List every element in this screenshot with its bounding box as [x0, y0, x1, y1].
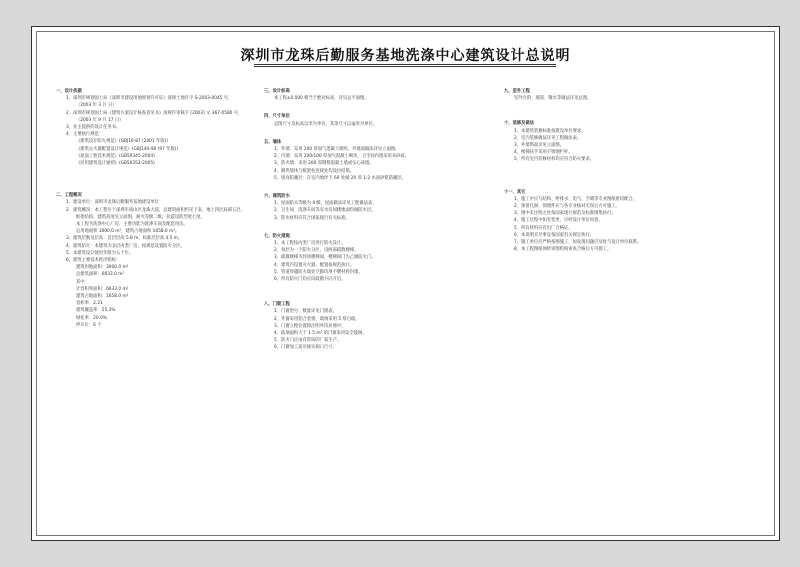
note-line: 6、建筑主要技术经济指标： — [66, 258, 121, 264]
note-line: 1、本建筑装修标准按建设单位要求。 — [514, 128, 586, 134]
note-line: （2003 年 9 月 17 日） — [76, 117, 124, 123]
note-line: 4、主要执行规范： — [66, 132, 104, 138]
note-line: （2003 年 3 月 日） — [76, 103, 117, 109]
note-line: 室外台阶、坡道、散水等做法详见总图。 — [514, 96, 592, 102]
note-line: 总建筑面积：6633.0 m² — [76, 272, 125, 278]
note-line: 3、外墙饰面详见立面图。 — [514, 143, 564, 149]
section-heading: 三、设计标高 — [264, 89, 290, 94]
note-line: 1、门窗型号、数量详见门窗表。 — [274, 309, 337, 315]
note-line: 总用地面积 3000.0 m²，建筑占地面积 1658.0 m²。 — [76, 229, 180, 235]
note-line: 5、本建筑设计使用年限为五十年。 — [66, 250, 134, 256]
note-line: 2、深圳市规划国土局《建筑方案设计核查意见书》深规许审核字 [2003] 文 367-0580 号， — [66, 110, 243, 116]
note-line: 3、门窗立樘位置除注明外均居墙中。 — [274, 323, 346, 329]
note-line: 4、建筑内设置灭火器，配置按规范执行。 — [274, 262, 355, 268]
note-line: 5、所有室内装修材料均应符合防火要求。 — [514, 157, 595, 163]
note-line: 5、墙身防潮层：在室内地坪下 60 处做 20 厚 1:2 水泥砂浆防潮层。 — [274, 175, 406, 181]
note-line: 《建筑设计防火规范》(GBJ16-87 (2001 年版)) — [76, 139, 168, 145]
spacer — [504, 164, 744, 171]
section-heading: 五、墙体 — [264, 139, 282, 145]
note-line: 2、每层为一个防火分区，设两部疏散楼梯。 — [274, 248, 359, 254]
note-line: 5、所有材料应有出厂合格证。 — [514, 225, 573, 231]
note-line: 4、建筑防火：本建筑为多层丙类厂房，按规范设置防火分区。 — [66, 243, 185, 249]
note-line: 4、楼梯扶手采用不锈钢栏杆。 — [514, 150, 573, 156]
spacer — [264, 283, 504, 290]
section-heading: 十一、其它 — [504, 189, 526, 195]
note-line: 其中： — [76, 279, 89, 285]
spacer — [504, 178, 744, 185]
note-line: 建筑占地面积：1658.0 m² — [76, 294, 129, 300]
note-line: 建筑覆盖率：55.3% — [76, 308, 116, 314]
section-heading: 四、尺寸单位 — [264, 114, 290, 120]
note-line: 4、砌块墙体与框架柱连接处均设拉结筋。 — [274, 168, 355, 174]
note-line: 5、管道穿越防火墙处空隙均用不燃材料封堵。 — [274, 269, 363, 275]
note-line: 4、施工过程中如有变更，应经设计单位同意。 — [514, 218, 603, 224]
note-line: 6、本说明未尽事宜按国家有关规定执行。 — [514, 232, 595, 238]
note-line: 8、本工程图纸须经审图机构审查合格后方可施工。 — [514, 247, 612, 253]
note-line: 3、建筑层数及层高：首层层高 5.8 m，标准层层高 4.5 m。 — [66, 236, 183, 242]
spacer — [264, 182, 504, 189]
note-line: 3、防火墙：采用 200 厚钢筋混凝土墙或实心砖墙。 — [274, 161, 374, 167]
spacer — [504, 102, 744, 109]
note-line: 1、本工程按丙类厂房进行防火设计。 — [274, 241, 346, 247]
title-underline — [254, 64, 556, 65]
note-line: 计容积率面积：6633.0 m² — [76, 286, 129, 292]
note-line: 本工程为洗涤中心厂房，主要功能为洗涤车间及配套用房。 — [76, 222, 188, 228]
note-line: 2、内墙：采用 200/100 厚加气混凝土砌块，卫生间内墙采用灰砂砖。 — [274, 154, 410, 160]
note-line: 框架结构，建筑高度见立面图，耐火等级二级，抗震设防烈度七度。 — [76, 214, 205, 220]
note-line: 3、防水材料应符合国家现行有关标准。 — [274, 215, 350, 221]
note-line: 1、外墙：采用 200 厚加气混凝土砌块，外墙面做法详见立面图。 — [274, 147, 400, 153]
note-line: 2、卫生间、洗涤车间等有水房间楼地面均做防水层。 — [274, 208, 376, 214]
spacer — [264, 102, 504, 109]
note-line: 3、图中未注明之处按国家现行规范及标准图集执行。 — [514, 211, 616, 217]
note-line: 容积率：2.21 — [76, 301, 103, 307]
spacer — [264, 128, 504, 135]
note-line: 3、业主提供的设计任务书。 — [66, 125, 121, 131]
section-heading: 六、建筑防水 — [264, 194, 290, 200]
note-line: 本工程±0.000 相当于绝对标高，详见总平面图。 — [274, 96, 369, 102]
note-line: 1、建设单位：深圳市龙珠后勤服务基地建设单位 — [66, 200, 159, 206]
section-heading: 十、装修及做法 — [504, 121, 535, 127]
drawing-title: 深圳市龙珠后勤服务基地洗涤中心建筑设计总说明 — [240, 48, 571, 64]
note-line: 2、外窗采用铝合金窗，玻璃采用 5 厚白玻。 — [274, 316, 360, 322]
section-heading: 二、工程概况 — [56, 193, 82, 199]
note-line: 6、所有防火门均应向疏散方向开启。 — [274, 277, 346, 283]
note-line: 7、施工单位应严格按图施工，如发现问题应及时与设计单位联系。 — [514, 240, 642, 246]
spacer — [264, 290, 504, 297]
title-underline-2 — [254, 66, 556, 67]
note-line: 《屋面工程技术规范》(GB50345-2004) — [76, 153, 155, 159]
note-line: 1、施工中应与结构、给排水、电气、空调等专业图纸密切配合。 — [514, 196, 638, 202]
section-heading: 七、防火措施 — [264, 233, 290, 239]
section-heading: 一、设计依据 — [56, 89, 82, 94]
note-line: 1、深圳市规划国土局《深圳市建设用地规划许可证》深规土地许字 S-2003-0045 号， — [66, 96, 233, 102]
note-line: 停车位：6 个 — [76, 322, 102, 328]
spacer — [264, 222, 504, 229]
note-line: 2、建筑概况：本工程位于深圳市南山区龙珠大道，总建筑面积约见下表，地上四层局部五层， — [66, 207, 245, 213]
note-line: 建筑用地面积：3000.0 m² — [76, 265, 129, 271]
note-line: 《民用建筑设计通则》(GB50352-2005) — [76, 161, 155, 167]
drawing-sheet — [31, 26, 780, 541]
spacer — [504, 109, 744, 116]
note-line: 绿化率：20.0% — [76, 315, 107, 321]
note-line: 6、门窗加工前应核实洞口尺寸。 — [274, 345, 337, 351]
section-heading: 八、门窗工程 — [264, 302, 290, 308]
note-line: 4、玻璃面积大于 1.5 m² 的门窗采用安全玻璃。 — [274, 331, 367, 337]
note-line: 5、防火门应由有资质的厂家生产。 — [274, 338, 342, 344]
section-heading: 九、室外工程 — [504, 89, 530, 94]
note-line: 2、室内装修做法详见工程做法表。 — [514, 135, 582, 141]
note-line: 总图尺寸及标高以米为单位，其余尺寸以毫米为单位。 — [274, 121, 378, 127]
spacer — [504, 171, 744, 178]
note-line: 1、屋面防水等级为 II 级，屋面做法详见工程做法表。 — [274, 201, 377, 207]
spacer — [56, 167, 256, 174]
note-line: 《建筑灭火器配置设计规范》(GBJ140-90 (97 年版)) — [76, 146, 179, 152]
notes-column-1 — [56, 84, 256, 329]
spacer — [56, 174, 256, 181]
notes-column-3 — [504, 84, 744, 253]
spacer — [56, 181, 256, 188]
notes-column-2 — [264, 84, 504, 352]
note-line: 2、预留孔洞、预埋件应与各专业核对无误后方可施工。 — [514, 204, 620, 210]
note-line: 3、疏散楼梯为封闭楼梯间，楼梯间门为乙级防火门。 — [274, 255, 376, 261]
